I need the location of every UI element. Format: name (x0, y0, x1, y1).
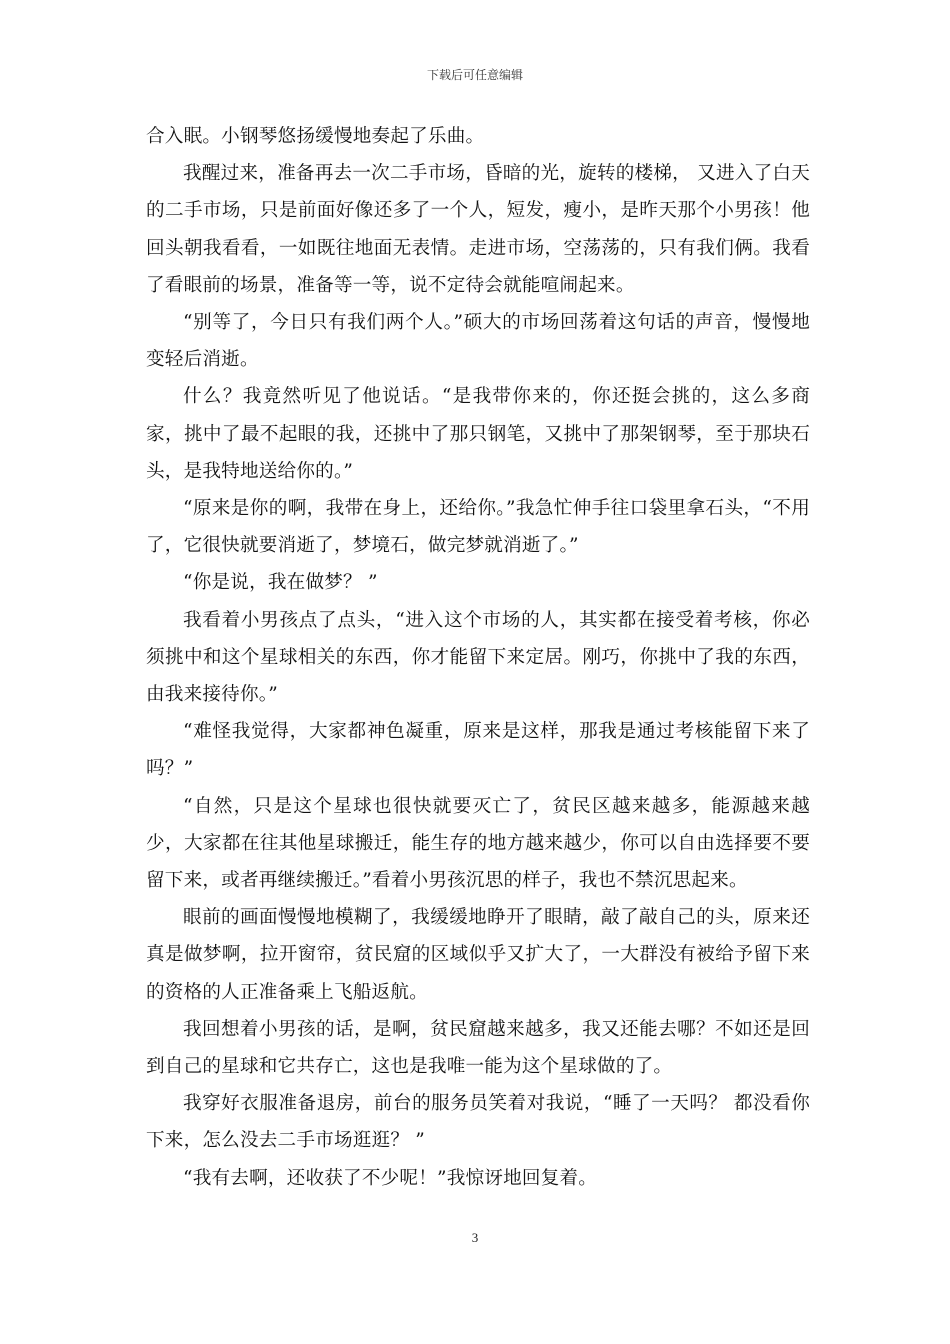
paragraph: 我醒过来，准备再去一次二手市场，昏暗的光，旋转的楼梯， 又进入了白天的二手市场，只是前面好像还多了一个人，短发，瘦小，是昨天那个小男孩！他回头朝我看看，一如既往地面无表情。走进市场，空荡荡的，只有我们俩。我看了看眼前的场景，准备等一等，说不定待会就能喧闹起来。 (146, 163, 810, 296)
paragraph: “我有去啊，还收获了不少呢！”我惊讶地回复着。 (183, 1167, 598, 1189)
paragraph: “自然，只是这个星球也很快就要灭亡了，贫民区越来越多，能源越来越少，大家都在往其他星球搬迁，能生存的地方越来越少，你可以自由选择要不要留下来，或者再继续搬迁。”看着小男孩沉思的样子，我也不禁沉思起来。 (146, 795, 810, 892)
document-body (146, 118, 810, 1197)
paragraph: 合入眠。小钢琴悠扬缓慢地奏起了乐曲。 (146, 126, 485, 147)
paragraph: “难怪我觉得，大家都神色凝重，原来是这样，那我是通过考核能留下来了吗？” (146, 721, 810, 780)
paragraph: 什么？我竟然听见了他说话。“是我带你来的，你还挺会挑的，这么多商家，挑中了最不起眼的我，还挑中了那只钢笔，又挑中了那架钢琴，至于那块石头，是我特地送给你的。” (146, 386, 810, 482)
paragraph: “别等了，今日只有我们两个人。”硕大的市场回荡着这句话的声音，慢慢地变轻后消逝。 (146, 312, 810, 371)
paragraph: 我看着小男孩点了点头，“进入这个市场的人，其实都在接受着考核，你必须挑中和这个星球相关的东西，你才能留下来定居。刚巧，你挑中了我的东西，由我来接待你。” (146, 609, 810, 706)
paragraph: “原来是你的啊，我带在身上，还给你。”我急忙伸手往口袋里拿石头，“不用了，它很快就要消逝了，梦境石，做完梦就消逝了。” (146, 498, 810, 557)
paragraph: 我穿好衣服准备退房，前台的服务员笑着对我说，“睡了一天吗？ 都没看你下来，怎么没去二手市场逛逛？ ” (146, 1093, 810, 1152)
paragraph: “你是说，我在做梦？ ” (183, 572, 378, 594)
paragraph: 我回想着小男孩的话，是啊，贫民窟越来越多，我又还能去哪？不如还是回到自己的星球和它共存亡，这也是我唯一能为这个星球做的了。 (146, 1018, 810, 1078)
page-header: 下载后可任意编辑 (426, 68, 523, 82)
paragraph: 眼前的画面慢慢地模糊了，我缓缓地睁开了眼睛，敲了敲自己的头，原来还真是做梦啊，拉开窗帘，贫民窟的区域似乎又扩大了，一大群没有被给予留下来的资格的人正准备乘上飞船返航。 (146, 907, 810, 1003)
page-number: 3 (471, 1230, 479, 1245)
